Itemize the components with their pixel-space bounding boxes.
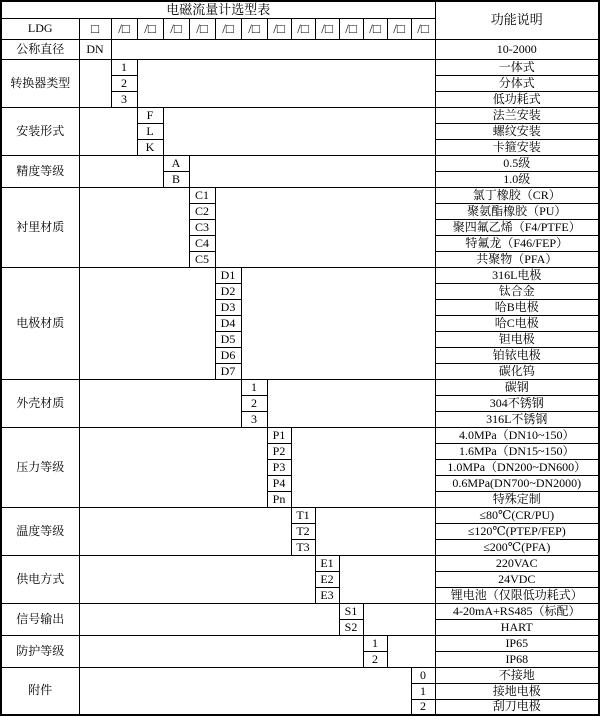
option-code-cell: 1	[411, 683, 435, 699]
empty-span	[339, 555, 435, 603]
option-desc-cell: HART	[435, 619, 599, 635]
option-desc-cell: 1.0级	[435, 171, 599, 187]
option-code-cell: D5	[215, 331, 241, 347]
empty-span	[79, 635, 363, 667]
model-slot-box: /□	[411, 18, 435, 39]
option-code-cell: E1	[315, 555, 339, 571]
option-desc-cell: 卡箍安装	[435, 139, 599, 155]
option-desc-cell: 0.6MPa(DN700~DN2000)	[435, 475, 599, 491]
model-slot-box: /□	[339, 18, 363, 39]
option-desc-cell: 钽电极	[435, 331, 599, 347]
option-code-cell: 2	[111, 75, 137, 91]
option-desc-cell: 24VDC	[435, 571, 599, 587]
section-row	[1, 379, 599, 395]
option-code-cell: A	[163, 155, 189, 171]
diameter-row	[1, 39, 599, 59]
section-row	[1, 155, 599, 171]
option-desc-cell: 钛合金	[435, 283, 599, 299]
option-desc-cell: 1.0MPa（DN200~DN600）	[435, 459, 599, 475]
empty-span	[189, 155, 435, 187]
empty-span	[79, 187, 189, 267]
option-code-cell: T1	[291, 507, 315, 523]
empty-span	[79, 603, 339, 635]
model-slot-box: /□	[363, 18, 387, 39]
model-slot-box: /□	[137, 18, 163, 39]
model-slot-box: /□	[387, 18, 411, 39]
section-row	[1, 507, 599, 523]
section-label: 电极材质	[1, 267, 79, 379]
option-desc-cell: ≤200℃(PFA)	[435, 539, 599, 555]
option-desc-cell: 法兰安装	[435, 107, 599, 123]
option-desc-cell: 哈C电极	[435, 315, 599, 331]
empty-span	[315, 507, 435, 555]
model-first-box: □	[79, 18, 111, 39]
function-column-header: 功能说明	[435, 1, 599, 39]
empty-span	[79, 379, 241, 427]
option-desc-cell: 220VAC	[435, 555, 599, 571]
option-code-cell: E3	[315, 587, 339, 603]
section-label-diameter: 公称直径	[1, 39, 79, 59]
empty-span	[79, 267, 215, 379]
empty-span	[387, 635, 435, 667]
option-desc-cell: 不接地	[435, 667, 599, 683]
option-code-cell: D4	[215, 315, 241, 331]
empty-span	[79, 507, 291, 555]
option-code-cell: 2	[363, 651, 387, 667]
empty-span	[79, 59, 111, 107]
section-label: 压力等级	[1, 427, 79, 507]
section-label: 安装形式	[1, 107, 79, 155]
empty-span	[79, 555, 315, 603]
section-label: 衬里材质	[1, 187, 79, 267]
option-desc-cell: ≤120℃(PTEP/FEP)	[435, 523, 599, 539]
option-code-cell: S1	[339, 603, 363, 619]
option-desc-cell: ≤80℃(CR/PU)	[435, 507, 599, 523]
option-code-cell: T2	[291, 523, 315, 539]
section-label: 供电方式	[1, 555, 79, 603]
option-code-cell: C1	[189, 187, 215, 203]
section-row	[1, 187, 599, 203]
option-code-cell: L	[137, 123, 163, 139]
option-code-cell: D7	[215, 363, 241, 379]
option-code-cell: B	[163, 171, 189, 187]
option-code-cell: P1	[267, 427, 291, 443]
empty-span	[291, 427, 435, 507]
empty-span	[79, 107, 137, 155]
empty-span	[267, 379, 435, 427]
empty-span	[363, 603, 435, 635]
option-desc-cell: 聚氨酯橡胶（PU）	[435, 203, 599, 219]
model-slot-box: /□	[163, 18, 189, 39]
option-desc-cell: IP65	[435, 635, 599, 651]
section-row	[1, 267, 599, 283]
diameter-desc-cell: 10-2000	[435, 39, 599, 59]
option-code-cell: 1	[241, 379, 267, 395]
model-slot-box: /□	[267, 18, 291, 39]
option-code-cell: C4	[189, 235, 215, 251]
option-code-cell: C3	[189, 219, 215, 235]
option-desc-cell: 304不锈钢	[435, 395, 599, 411]
option-code-cell: C2	[189, 203, 215, 219]
option-desc-cell: 一体式	[435, 59, 599, 75]
model-slot-box: /□	[315, 18, 339, 39]
option-code-cell: 0	[411, 667, 435, 683]
title-row	[1, 1, 599, 18]
diameter-code-cell: DN	[79, 39, 111, 59]
section-label: 附件	[1, 667, 79, 715]
option-code-cell: Pn	[267, 491, 291, 507]
option-desc-cell: 碳钢	[435, 379, 599, 395]
option-desc-cell: 锂电池（仅限低功耗式）	[435, 587, 599, 603]
option-desc-cell: 接地电极	[435, 683, 599, 699]
empty-span	[79, 427, 267, 507]
model-slot-box: /□	[215, 18, 241, 39]
option-desc-cell: 特殊定制	[435, 491, 599, 507]
option-desc-cell: 0.5级	[435, 155, 599, 171]
option-desc-cell: 聚四氟乙烯（F4/PTFE）	[435, 219, 599, 235]
section-label: 转换器类型	[1, 59, 79, 107]
option-code-cell: D2	[215, 283, 241, 299]
section-row	[1, 603, 599, 619]
option-desc-cell: 4-20mA+RS485（标配）	[435, 603, 599, 619]
option-desc-cell: 碳化钨	[435, 363, 599, 379]
section-label: 外壳材质	[1, 379, 79, 427]
option-desc-cell: 刮刀电极	[435, 699, 599, 715]
section-row	[1, 667, 599, 683]
option-code-cell: P2	[267, 443, 291, 459]
option-code-cell: 2	[241, 395, 267, 411]
section-row	[1, 107, 599, 123]
section-label: 温度等级	[1, 507, 79, 555]
option-code-cell: D1	[215, 267, 241, 283]
option-desc-cell: 哈B电极	[435, 299, 599, 315]
option-desc-cell: 铂铱电极	[435, 347, 599, 363]
option-desc-cell: 1.6MPa（DN15~150）	[435, 443, 599, 459]
section-row	[1, 555, 599, 571]
model-slot-box: /□	[241, 18, 267, 39]
empty-span	[163, 107, 435, 155]
option-desc-cell: 分体式	[435, 75, 599, 91]
empty-span	[79, 155, 163, 187]
option-desc-cell: 特氟龙（F46/FEP）	[435, 235, 599, 251]
section-row	[1, 427, 599, 443]
option-code-cell: P4	[267, 475, 291, 491]
section-label: 信号输出	[1, 603, 79, 635]
model-slot-box: /□	[189, 18, 215, 39]
option-desc-cell: 氯丁橡胶（CR）	[435, 187, 599, 203]
empty-span	[137, 59, 435, 107]
option-desc-cell: 316L不锈钢	[435, 411, 599, 427]
page-title: 电磁流量计选型表	[1, 1, 435, 18]
option-desc-cell: 低功耗式	[435, 91, 599, 107]
section-row	[1, 59, 599, 75]
empty-span	[215, 187, 435, 267]
option-desc-cell: 螺纹安装	[435, 123, 599, 139]
section-row	[1, 635, 599, 651]
model-slot-box: /□	[111, 18, 137, 39]
option-desc-cell: 共聚物（PFA）	[435, 251, 599, 267]
option-code-cell: D6	[215, 347, 241, 363]
option-code-cell: T3	[291, 539, 315, 555]
option-code-cell: K	[137, 139, 163, 155]
option-code-cell: C5	[189, 251, 215, 267]
option-code-cell: E2	[315, 571, 339, 587]
option-code-cell: 2	[411, 699, 435, 715]
option-code-cell: P3	[267, 459, 291, 475]
option-code-cell: 1	[111, 59, 137, 75]
option-code-cell: 3	[111, 91, 137, 107]
option-code-cell: 1	[363, 635, 387, 651]
option-desc-cell: 316L电极	[435, 267, 599, 283]
empty-span	[79, 667, 411, 715]
model-slot-box: /□	[291, 18, 315, 39]
section-label: 防护等级	[1, 635, 79, 667]
empty-span	[241, 267, 435, 379]
option-code-cell: S2	[339, 619, 363, 635]
empty-span	[111, 39, 435, 59]
option-desc-cell: IP68	[435, 651, 599, 667]
option-desc-cell: 4.0MPa（DN10~150）	[435, 427, 599, 443]
option-code-cell: 3	[241, 411, 267, 427]
option-code-cell: F	[137, 107, 163, 123]
section-label: 精度等级	[1, 155, 79, 187]
model-prefix: LDG	[1, 18, 79, 39]
option-code-cell: D3	[215, 299, 241, 315]
